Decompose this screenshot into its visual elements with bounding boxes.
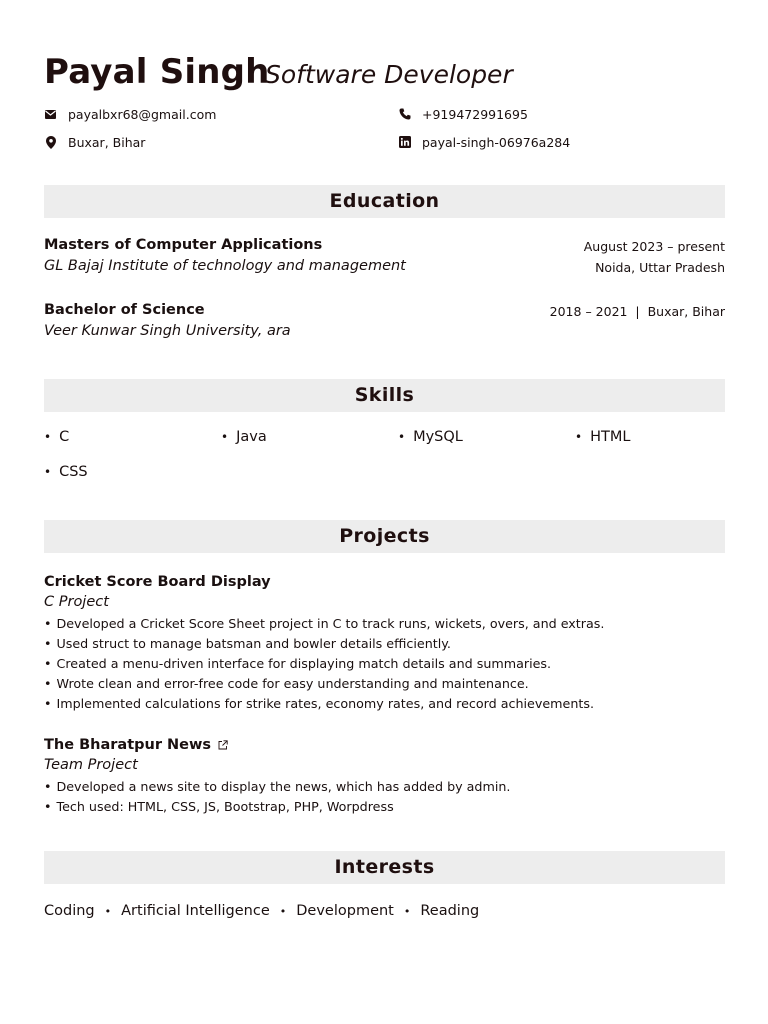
section-heading-skills: Skills	[44, 379, 725, 412]
interest-item: Reading	[420, 903, 480, 919]
skill-item	[44, 429, 69, 445]
list-item: • Developed a Cricket Score Sheet project in C to track runs, wickets, overs, and extras.	[44, 616, 605, 631]
list-item: • Created a menu-driven interface for displaying match details and summaries.	[44, 656, 552, 671]
bullet: •	[221, 430, 229, 444]
bullet: •	[44, 465, 52, 479]
contact-linkedin[interactable]	[398, 132, 570, 152]
bullet-text: Developed a news site to display the news, which has added by admin.	[56, 779, 511, 794]
institution: Veer Kunwar Singh University, ara	[44, 323, 291, 339]
resume-header	[44, 50, 725, 100]
bullet: •	[575, 430, 583, 444]
list-item: • Used struct to manage batsman and bowler details efficiently.	[44, 636, 451, 651]
contact-location	[44, 132, 145, 152]
education-date: 2018 – 2021 | Buxar, Bihar	[549, 304, 725, 319]
bullet: •	[398, 430, 406, 444]
linkedin-text: payal-singh-06976a284	[422, 134, 571, 150]
project-title[interactable]	[44, 734, 725, 755]
skill-label: MySQL	[413, 429, 463, 445]
skill-label: CSS	[59, 464, 88, 480]
candidate-role: Software Developer	[265, 60, 513, 89]
degree: Bachelor of Science	[44, 302, 205, 318]
bullet-text: Created a menu-driven interface for displaying match details and summaries.	[56, 656, 552, 671]
skill-label: HTML	[590, 429, 631, 445]
interest-item: Development	[296, 903, 394, 919]
list-item: • Wrote clean and error-free code for easy understanding and maintenance.	[44, 676, 529, 691]
external-link-icon[interactable]	[218, 740, 228, 750]
bullet-text: Implemented calculations for strike rates, economy rates, and record achievements.	[56, 696, 594, 711]
bullet-text: Developed a Cricket Score Sheet project in C to track runs, wickets, overs, and extras.	[56, 616, 605, 631]
skill-item	[398, 429, 463, 445]
skill-label: Java	[236, 429, 267, 445]
section-heading-education: Education	[44, 185, 725, 218]
education-date: August 2023 – present	[583, 239, 725, 254]
project-bullets	[44, 614, 725, 714]
education-location: Noida, Uttar Pradesh	[595, 260, 725, 275]
list-item: • Developed a news site to display the news, which has added by admin.	[44, 779, 511, 794]
list-item: • Tech used: HTML, CSS, JS, Bootstrap, PHP, Worpdress	[44, 799, 394, 814]
separator-dot: •	[104, 904, 112, 918]
separator-dot: •	[403, 904, 411, 918]
degree: Masters of Computer Applications	[44, 237, 323, 253]
contact-phone[interactable]	[398, 104, 528, 124]
bullet-text: Tech used: HTML, CSS, JS, Bootstrap, PHP, Worpdress	[56, 799, 394, 814]
phone-icon	[398, 108, 411, 121]
envelope-icon	[44, 108, 57, 121]
interest-item: Artificial Intelligence	[121, 903, 270, 919]
institution: GL Bajaj Institute of technology and management	[44, 258, 406, 274]
skills-list	[44, 429, 725, 499]
map-pin-icon	[44, 136, 57, 149]
project-item	[44, 571, 725, 714]
separator-dot: •	[279, 904, 287, 918]
skill-item	[44, 464, 88, 480]
section-heading-projects: Projects	[44, 520, 725, 553]
project-subtitle: Team Project	[44, 757, 138, 773]
section-heading-interests: Interests	[44, 851, 725, 884]
bullet-text: Wrote clean and error-free code for easy understanding and maintenance.	[56, 676, 529, 691]
email-text: payalbxr68@gmail.com	[68, 106, 217, 122]
skill-item	[221, 429, 267, 445]
interest-item: Coding	[44, 903, 95, 919]
skill-label: C	[59, 429, 70, 445]
linkedin-icon	[398, 136, 411, 149]
project-bullets	[44, 777, 725, 817]
project-title	[44, 571, 725, 592]
skill-item	[575, 429, 630, 445]
interests-list	[44, 903, 725, 919]
phone-text: +919472991695	[422, 106, 528, 122]
project-title-text[interactable]: The Bharatpur News	[44, 736, 212, 753]
contact-email[interactable]	[44, 104, 216, 124]
location-text: Buxar, Bihar	[68, 134, 146, 150]
bullet-text: Used struct to manage batsman and bowler details efficiently.	[56, 636, 451, 651]
project-title-text: Cricket Score Board Display	[44, 573, 271, 590]
project-subtitle: C Project	[44, 594, 109, 610]
candidate-name: Payal Singh	[44, 52, 270, 92]
project-item	[44, 734, 725, 817]
list-item: • Implemented calculations for strike rates, economy rates, and record achievements.	[44, 696, 594, 711]
bullet: •	[44, 430, 52, 444]
